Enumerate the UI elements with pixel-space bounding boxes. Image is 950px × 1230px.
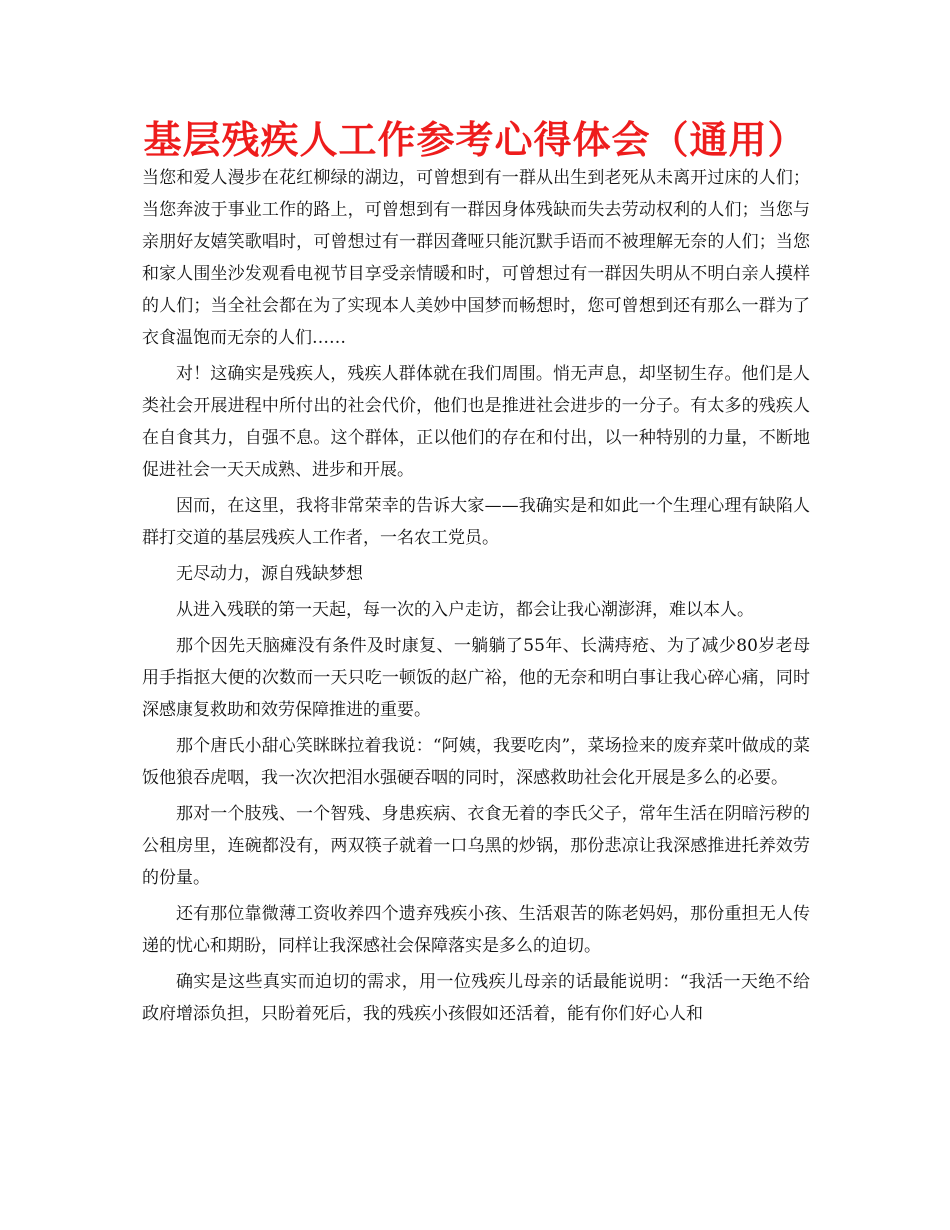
paragraph-5: 那个因先天脑瘫没有条件及时康复、一躺躺了55年、长满痔疮、为了减少80岁老母用手指抠大便的次数而一天只吃一顿饭的赵广裕，他的无奈和明白事让我心碎心痛，同时深感康复救助和效劳保障推进的重要。: [142, 636, 810, 720]
section-heading: 无尽动力，源自残缺梦想: [176, 564, 363, 584]
document-body: [142, 162, 810, 1034]
paragraph-3: 因而，在这里，我将非常荣幸的告诉大家——我确实是和如此一个生理心理有缺陷人群打交道的基层残疾人工作者，一名农工党员。: [142, 496, 810, 548]
document-title: 基层残疾人工作参考心得体会（通用）: [143, 118, 807, 162]
paragraph-6: 那个唐氏小甜心笑眯眯拉着我说：“阿姨，我要吃肉”，菜场捡来的废弃菜叶做成的菜饭他狼吞虎咽，我一次次把泪水强硬吞咽的同时，深感救助社会化开展是多么的必要。: [142, 736, 810, 788]
paragraph-8: 还有那位靠微薄工资收养四个遗弃残疾小孩、生活艰苦的陈老妈妈，那份重担无人传递的忧心和期盼，同样让我深感社会保障落实是多么的迫切。: [142, 904, 810, 956]
paragraph-4: 从进入残联的第一天起，每一次的入户走访，都会让我心潮澎湃，难以本人。: [176, 600, 754, 620]
paragraph-7: 那对一个肢残、一个智残、身患疾病、衣食无着的李氏父子，常年生活在阴暗污秽的公租房里，连碗都没有，两双筷子就着一口乌黑的炒锅，那份悲凉让我深感推进托养效劳的份量。: [142, 804, 810, 888]
paragraph-2: 对！这确实是残疾人，残疾人群体就在我们周围。悄无声息，却坚韧生存。他们是人类社会开展进程中所付出的社会代价，他们也是推进社会进步的一分子。有太多的残疾人在自食其力，自强不息。这个群体，正以他们的存在和付出，以一种特别的力量，不断地促进社会一天天成熟、进步和开展。: [142, 364, 810, 480]
paragraph-9: 确实是这些真实而迫切的需求，用一位残疾儿母亲的话最能说明：“我活一天绝不给政府增添负担，只盼着死后，我的残疾小孩假如还活着，能有你们好心人和: [142, 972, 810, 1024]
paragraph-1: 当您和爱人漫步在花红柳绿的湖边，可曾想到有一群从出生到老死从未离开过床的人们；当您奔波于事业工作的路上，可曾想到有一群因身体残缺而失去劳动权利的人们；当您与亲朋好友嬉笑歌唱时，可曾想过有一群因聋哑只能沉默手语而不被理解无奈的人们；当您和家人围坐沙发观看电视节目享受亲情暖和时，可曾想过有一群因失明从不明白亲人摸样的人们；当全社会都在为了实现本人美妙中国梦而畅想时，您可曾想到还有那么一群为了衣食温饱而无奈的人们……: [142, 168, 810, 348]
